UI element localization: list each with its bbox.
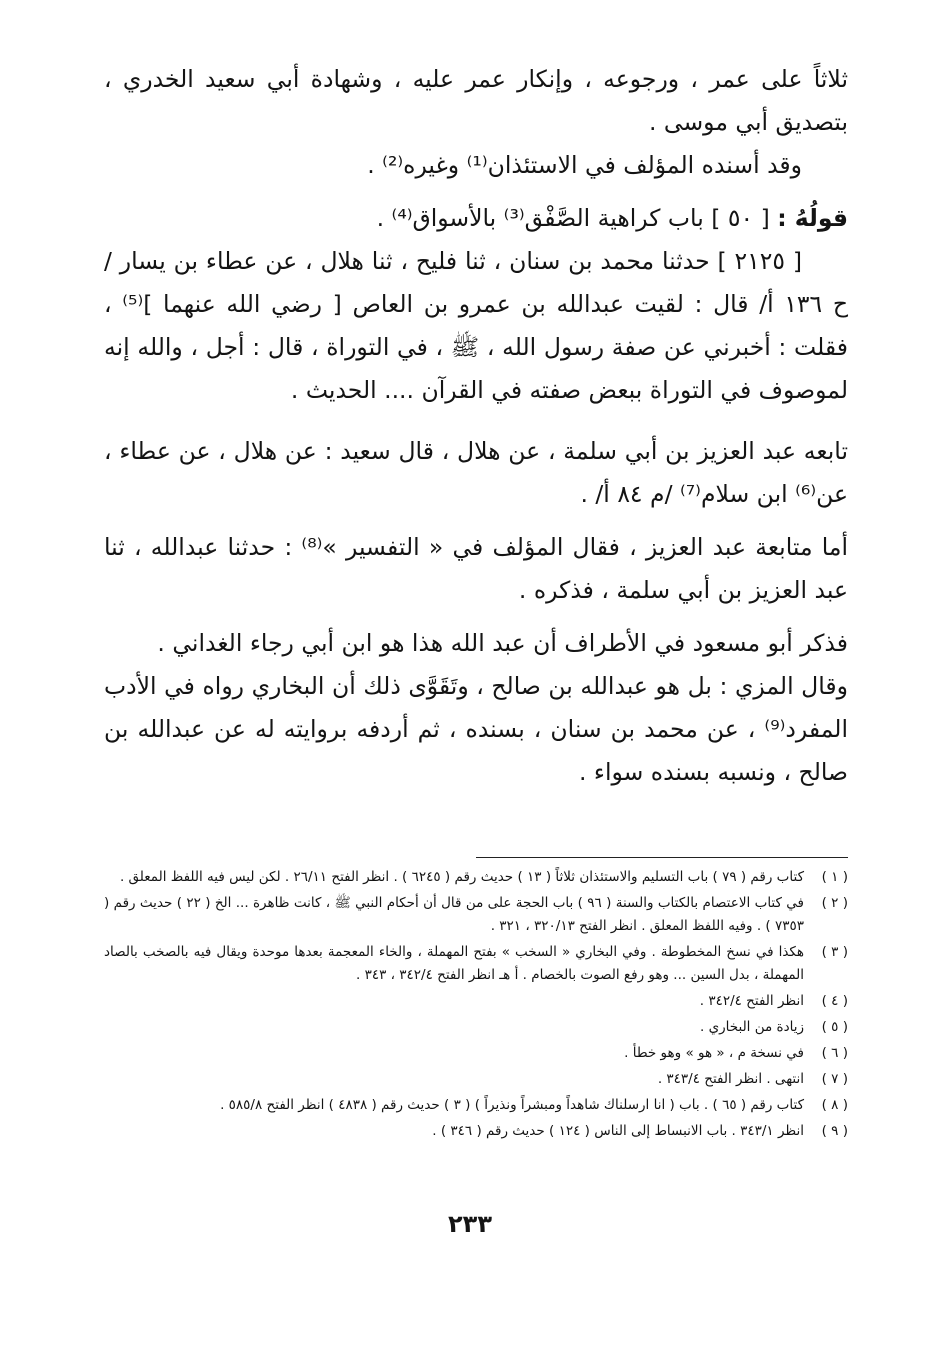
footnote-number: ( ٤ ) [821, 993, 848, 1009]
footnote-text: زيادة من البخاري . [700, 1019, 804, 1035]
footnote-number: ( ٧ ) [821, 1071, 848, 1087]
footnote-number: ( ٢ ) [821, 895, 848, 911]
footnote-number: ( ١ ) [821, 869, 848, 885]
footnote [104, 866, 848, 889]
footnote-text: كتاب رقم ( ٦٥ ) . باب ( انا ارسلناك شاهداً ومبشراً ونذيراً ) ( ٣ ) حديث رقم ( ٤٨٣٨ ) انظر الفتح ٥٨٥/٨ . [220, 1097, 804, 1113]
footnote [104, 892, 848, 938]
footnote [104, 1094, 848, 1117]
footnote [104, 941, 848, 987]
footnote [104, 990, 848, 1013]
footnotes [104, 866, 848, 1146]
paragraph-3 [104, 197, 848, 240]
footnote-text: هكذا في نسخ المخطوطة . وفي البخاري « السخب » بفتح المهملة ، والخاء المعجمة بعدها موحدة ويقال فيه بالصخب بالصاد المهملة ، بدل السين ... وهو رفع الصوت بالخصام . أ هـ انظر الفتح ٣٤٢/٤ ، ٣٤٣ . [104, 944, 804, 983]
page-number: ٢٣٣ [448, 1210, 492, 1238]
footnote-text: في كتاب الاعتصام بالكتاب والسنة ( ٩٦ ) باب الحجة على من قال أن أحكام النبي ﷺ ، كانت ظاهرة ... الخ ( ٢٢ ) حديث رقم ( ٧٣٥٣ ) . وفيه اللفظ المعلق . انظر الفتح ٣٢٠/١٣ ، ٣٢١ . [104, 895, 804, 934]
footnote-number: ( ٣ ) [821, 944, 848, 960]
footnote-text: انتهى . انظر الفتح ٣٤٣/٤ . [657, 1071, 804, 1087]
footnote-text: كتاب رقم ( ٧٩ ) باب التسليم والاستئذان ثلاثاً ( ١٣ ) حديث رقم ( ٦٢٤٥ ) . انظر الفتح ٢٦/١١ . لكن ليس فيه اللفظ المعلق . [119, 869, 804, 885]
paragraph-mutabaa: تابعه عبد العزيز بن أبي سلمة ، عن هلال ، قال سعيد : عن هلال ، عن عطاء ، عن⁽⁶⁾ ابن سلام⁽⁷⁾ /م ٨٤ أ/ . [104, 437, 848, 508]
footnote-text: انظر الفتح ٣٤٢/٤ . [699, 993, 804, 1009]
chapter-heading: [ ٥٠ ] باب كراهية الصَّفْق⁽³⁾ بالأسواق⁽⁴⁾ . [376, 204, 770, 232]
hadith-2125: [ ٢١٢٥ ] حدثنا محمد بن سنان ، ثنا فليح ، ثنا هلال ، عن عطاء بن يسار /ح ١٣٦ أ/ قال : لقيت عبدالله بن عمرو بن العاص [ رضي الله عنهما ]⁽⁵⁾ ، فقلت : أخبرني عن صفة رسول الله ، ﷺ ، في التوراة ، قال : أجل ، والله إنه لموصوف في التوراة ببعض صفته في القرآن .... الحديث . [104, 247, 849, 404]
paragraph-mizzi: وقال المزي : بل هو عبدالله بن صالح ، وتَقَوَّى ذلك أن البخاري رواه في الأدب المفرد⁽⁹⁾ ، عن محمد بن سنان ، بسنده ، ثم أردفه بروايته له عن عبدالله بن صالح ، ونسبه بسنده سواء . [104, 672, 848, 786]
paragraph-2: وقد أسنده المؤلف في الاستئذان⁽¹⁾ وغيره⁽²⁾ . [367, 151, 802, 179]
footnote [104, 1042, 848, 1065]
paragraph-abu-masud: فذكر أبو مسعود في الأطراف أن عبد الله هذا هو ابن أبي رجاء الغداني . [157, 629, 848, 657]
footnote-number: ( ٨ ) [821, 1097, 848, 1113]
main-text [104, 58, 848, 794]
footnote-separator [476, 857, 848, 858]
footnote-text: في نسخة م ، « هو » وهو خطأ . [624, 1045, 804, 1061]
footnote [104, 1068, 848, 1091]
paragraph-abdulaziz: أما متابعة عبد العزيز ، فقال المؤلف في « التفسير »⁽⁸⁾ : حدثنا عبدالله ، ثنا عبد العزيز بن أبي سلمة ، فذكره . [104, 533, 848, 604]
footnote-number: ( ٦ ) [821, 1045, 848, 1061]
footnote-number: ( ٥ ) [821, 1019, 848, 1035]
heading-qawluhu: قولُهُ : [777, 204, 848, 232]
footnote-number: ( ٩ ) [821, 1123, 848, 1139]
paragraph-1: ثلاثاً على عمر ، ورجوعه ، وإنكار عمر عليه ، وشهادة أبي سعيد الخدري ، بتصديق أبي موسى . [104, 65, 848, 136]
footnote [104, 1120, 848, 1143]
footnote-text: انظر ٣٤٣/١ . باب الانبساط إلى الناس ( ١٢٤ ) حديث رقم ( ٣٤٦ ) . [432, 1123, 804, 1139]
footnote [104, 1016, 848, 1039]
